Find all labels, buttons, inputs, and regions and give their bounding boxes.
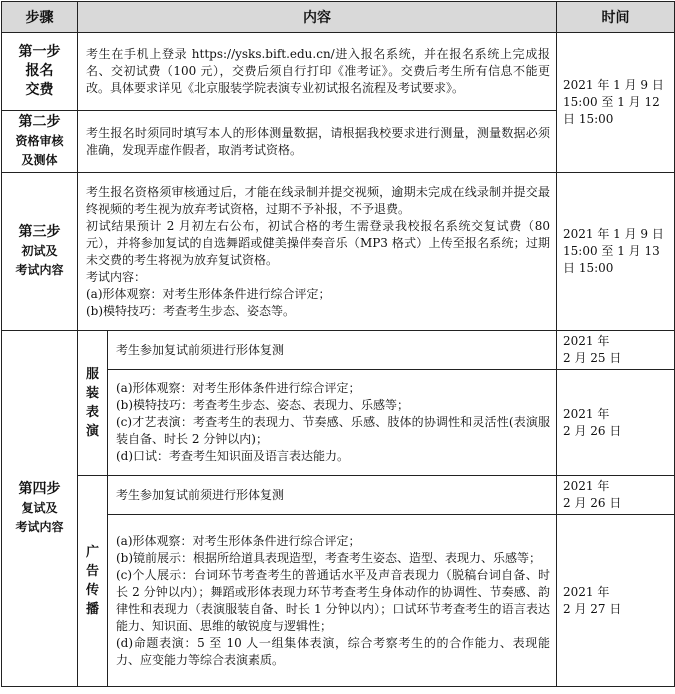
group-1-item-2-time-year: 2021 年 [563,406,610,421]
group-1-item-2-line-2: (b)模特技巧：考查考生步态、姿态、表现力、乐感等； [116,398,410,412]
group-2-item-1-content [108,476,557,515]
group-2-item-1-time [557,476,675,515]
row-step-1 [2,33,675,111]
group-1-item-2-line-1: (a)形体观察：对考生形体条件进行综合评定； [116,381,361,395]
group-1-item-2-content [108,370,557,476]
step-1-title: 第一步 [18,44,61,60]
group-2-item-1-time-date: 2 月 26 日 [563,496,622,510]
group-2-item-1-time-year: 2021 年 [563,479,610,493]
step-1-line-3: 交费 [25,82,54,98]
step-2-cell [2,111,78,173]
group-1-item-2-time [557,370,675,476]
group-1-name [78,331,108,476]
group-1-char-3: 表 [85,405,99,420]
header-content: 内容 [78,2,557,33]
group-2-char-1: 广 [85,545,99,560]
step-4-line-2: 复试及 [21,501,58,515]
group-1-item-1-time-date: 2 月 25 日 [563,351,622,365]
step-3-paragraph-1: 考生报名资格须审核通过后，才能在线录制并提交视频，逾期未完成在线录制并提交最终视频的考生视为放弃考试资格，过期不予补报，不予退费。 [86,184,550,216]
row-step-3 [2,173,675,331]
step-3-line-3: 考试内容 [15,263,64,277]
step-1-line-2: 报名 [25,63,54,79]
step-4-cell [2,331,78,687]
header-step: 步骤 [2,2,78,33]
group-1-item-1-time-year: 2021 年 [563,334,610,348]
step-2-line-2: 资格审核 [15,134,64,148]
group-2-item-2-content [108,515,557,687]
row-step-4-group-2-item-1 [2,476,675,515]
step-3-content [78,173,557,331]
step-2-text: 考生报名时须同时填写本人的形体测量数据，请根据我校要求进行测量，测量数据必须准确，发现弄虚作假者，取消考试资格。 [86,125,550,157]
header-time: 时间 [557,2,675,33]
step-3-time-text: 2021 年 1 月 9 日 15:00 至 1 月 13 日 15:00 [563,227,664,275]
group-2-item-2-time [557,515,675,687]
step-4-title: 第四步 [18,481,61,497]
step-3-paragraph-3: 考试内容： [86,269,147,284]
group-1-item-1-time [557,331,675,370]
step-3-title: 第三步 [18,224,61,240]
group-2-char-4: 播 [85,602,99,617]
step-3-cell [2,173,78,331]
step-1-text: 考生在手机上登录 https://ysks.bift.edu.cn/进入报名系统，并在报名系统上完成报名、交初试费（100 元），交费后须自行打印《准考证》。交费后考生所有信息不能更改。具体要求详见《北京服装学院表演专业初试报名流程及考试要求》。 [86,47,550,95]
group-2-char-2: 告 [85,564,99,579]
step-2-content [78,111,557,173]
step-1-content [78,33,557,111]
group-2-char-3: 传 [85,583,99,598]
group-2-item-2-time-year: 2021 年 [563,584,610,599]
row-step-4-group-1-item-1 [2,331,675,370]
step-1-2-time [557,33,675,173]
group-2-name [78,476,108,687]
header-row [2,2,675,33]
group-2-item-2-line-1: (a)形体观察：对考生形体条件进行综合评定； [116,533,361,548]
group-2-item-2-line-4: (d)命题表演：5 至 10 人一组集体表演，综合考察考生的的合作能力、表现能力、应变能力等综合表演素质。 [116,635,550,667]
step-3-time [557,173,675,331]
group-1-item-2-time-date: 2 月 26 日 [563,423,622,438]
group-2-item-1-text: 考生参加复试前须进行形体复测 [116,487,285,502]
step-2-line-3: 及测体 [21,153,58,167]
step-1-time-text: 2021 年 1 月 9 日 15:00 至 1 月 12 日 15:00 [563,78,664,126]
group-2-item-2-time-date: 2 月 27 日 [563,601,622,616]
group-1-item-2-line-3: (c)才艺表演：考查考生的表现力、节奏感、乐感、肢体的协调性和灵活性(表演服装自备、时长 2 分钟以内)； [116,415,550,446]
group-1-char-1: 服 [85,367,99,382]
step-3-paragraph-2: 初试结果预计 2 月初左右公布，初试合格的考生需登录我校报名系统交复试费（80 元），并将参加复试的自选舞蹈或健美操伴奏音乐（MP3 格式）上传至报名系统；过期未交费的考生将视为放弃复试资格。 [86,218,550,267]
group-1-item-1-text: 考生参加复试前须进行形体复测 [116,342,285,357]
step-2-title: 第二步 [18,114,61,130]
step-4-line-3: 考试内容 [15,520,64,534]
group-1-char-2: 装 [85,386,99,401]
group-1-item-2-line-4: (d)口试：考查考生知识面及语言表达能力。 [116,449,350,463]
step-3-line-2: 初试及 [21,244,58,258]
admission-schedule-table [1,1,675,687]
step-3-paragraph-5: (b)模特技巧：考查考生步态、姿态等。 [86,303,296,318]
group-2-item-2-line-3: (c)个人展示：台词环节考查考生的普通话水平及声音表现力（脱稿台词自备、时长 2 分钟以内）；舞蹈或形体表现力环节考查考生身体动作的协调性、节奏感、韵律性和表现力（表演服装自备、时长 1 分钟以内）；口试环节考查考生的语言表达能力、知识面、思维的敏锐度与逻辑性； [116,567,550,633]
group-2-item-2-line-2: (b)镜前展示：根据所给道具表现造型，考查考生姿态、造型、表现力、乐感等； [116,550,542,565]
group-1-item-1-content [108,331,557,370]
group-1-char-4: 演 [85,424,99,439]
step-1-cell [2,33,78,111]
step-3-paragraph-4: (a)形体观察：对考生形体条件进行综合评定； [86,286,331,301]
